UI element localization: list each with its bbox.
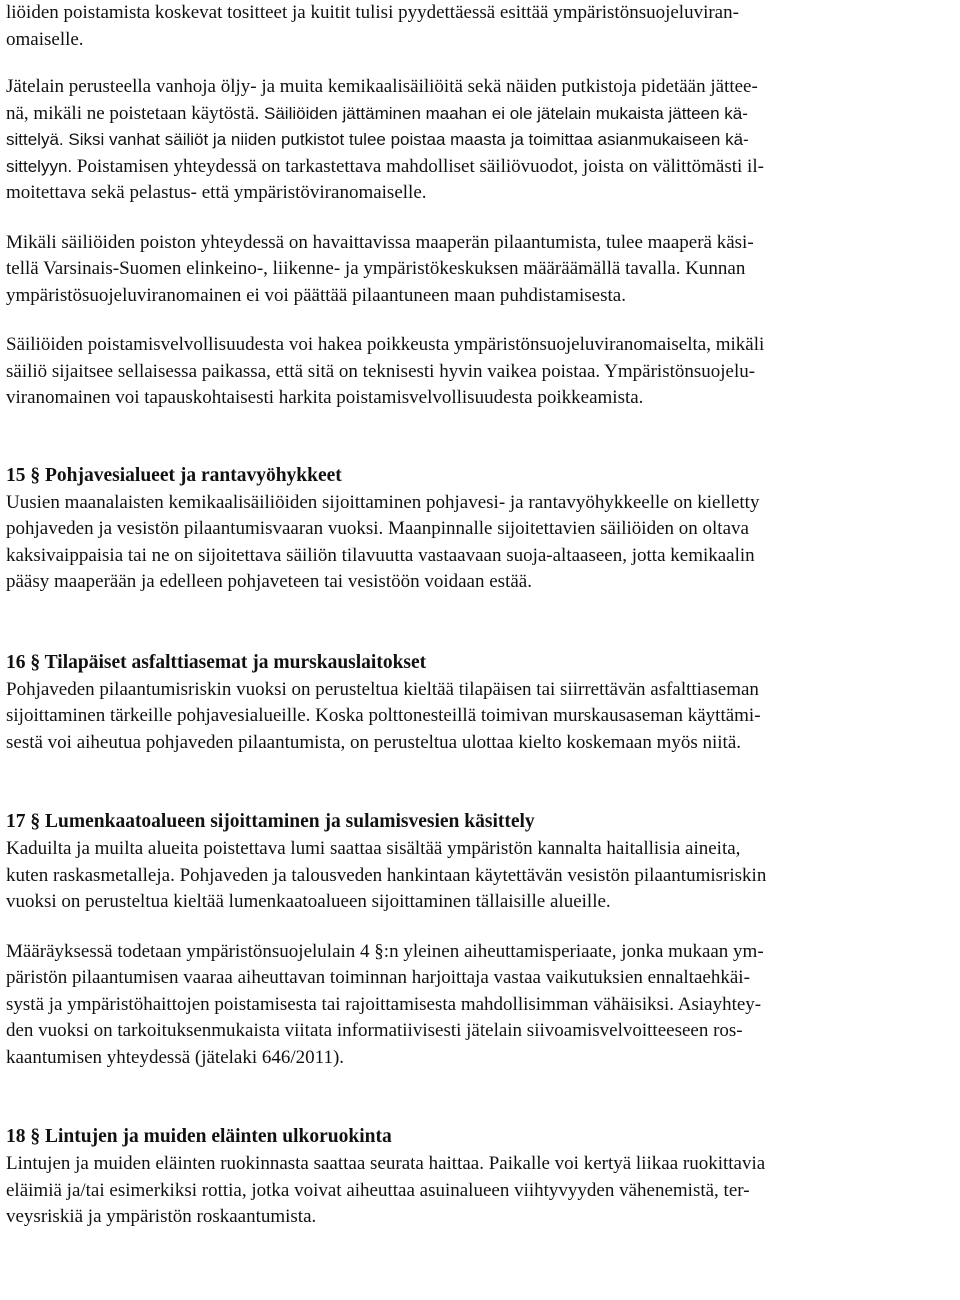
section-heading-16: 16 § Tilapäiset asfalttiasemat ja murskauslaitokset [6,651,427,673]
text-line: omaiselle. [6,28,84,50]
text-line: säiliö sijaitsee sellaisessa paikassa, että sitä on teknisesti hyvin vaikea poistaa. Ympäristönsuojelu- [6,360,756,382]
text-line: Poistamisen yhteydessä on tarkastettava mahdolliset säiliövuodot, joista on välittömästi il- [76,155,764,177]
text-line: Uusien maanalaisten kemikaalisäiliöiden sijoittaminen pohjavesi- ja rantavyöhykkeelle on kielletty [6,491,760,513]
text-line: veysriskiä ja ympäristön roskaantumista. [6,1206,317,1227]
text-line: kaantumisen yhteydessä (jätelaki 646/2011). [6,1046,345,1068]
paragraph-maaperan-pilaantuminen [6,230,956,310]
paragraph-jatelaki [6,74,956,207]
section-heading-18: 18 § Lintujen ja muiden eläinten ulkoruokinta [6,1126,392,1147]
text-line: tellä Varsinais-Suomen elinkeino-, liikenne- ja ympäristökeskuksen määräämällä tavalla. Kunnan [6,258,746,279]
paragraph-aiheuttamisperiaate [6,939,956,1072]
text-line: päristön pilaantumisen vaaraa aiheuttavan toiminnan harjoittaja vastaa vaikutuksien ennaltaehkäi- [6,967,750,988]
document-page [6,0,956,1231]
text-line: moitettava sekä pelastus- että ympäristöviranomaiselle. [6,182,427,203]
text-line: Lintujen ja muiden eläinten ruokinnasta saattaa seurata haittaa. Paikalle voi kertyä liikaa ruokittavia [6,1153,766,1174]
text-line: pääsy maaperään ja edelleen pohjaveteen tai vesistöön voidaan estää. [6,571,532,592]
paragraph-poikkeus [6,332,956,412]
text-line: Mikäli säiliöiden poiston yhteydessä on havaittavissa maaperän pilaantumista, tulee maaperä käsi- [6,231,754,253]
paragraph-section-18 [6,1151,956,1231]
text-line: sestä voi aiheutua pohjaveden pilaantumista, on perusteltua ulottaa kielto koskemaan myös niitä. [6,731,742,753]
text-line: Määräyksessä todetaan ympäristönsuojelulain 4 §:n yleinen aiheuttamisperiaate, jonka mukaan ym- [6,940,764,962]
text-line: sittelyä. Siksi vanhat säiliöt ja niiden putkistot tulee poistaa maasta ja toimittaa asianmukaiseen kä- [6,130,749,149]
paragraph-section-15 [6,490,956,596]
section-heading-17: 17 § Lumenkaatoalueen sijoittaminen ja sulamisvesien käsittely [6,811,535,832]
text-line: kaksivaippaisia tai ne on sijoitettava säiliön tilavuutta vastaavaan suoja-altaaseen, jotta kemikaalin [6,544,755,566]
text-line: Pohjaveden pilaantumisriskin vuoksi on perusteltua kieltää tilapäisen tai siirrettävän asfalttiaseman [6,678,759,700]
text-line: kuten raskasmetalleja. Pohjaveden ja talousveden hankintaan käytettävän vesistön pilaantumisriskin [6,864,767,886]
text-line: vuoksi on perusteltua kieltää lumenkaatoalueen sijoittaminen tällaisille alueille. [6,891,611,912]
text-line: liöiden poistamista koskevat tositteet ja kuitit tulisi pyydettäessä esittää ympäristönsuojeluviran- [6,2,739,23]
text-line: nä, mikäli ne poistetaan käytöstä. [6,102,265,124]
text-line: systä ja ympäristöhaittojen poistamisesta tai rajoittamisesta mahdollisimman vähäisiksi. Asiayhtey- [6,993,762,1015]
text-line: viranomainen voi tapauskohtaisesti harkita poistamisvelvollisuudesta poikkeamista. [6,387,644,408]
text-line: eläimiä ja/tai esimerkiksi rottia, jotka voivat aiheuttaa asuinalueen viihtyvyyden vähenemistä, ter- [6,1179,750,1201]
text-line: Kaduilta ja muilta alueita poistettava lumi saattaa sisältää ympäristön kannalta haitallisia aineita, [6,838,741,859]
section-heading-15: 15 § Pohjavesialueet ja rantavyöhykkeet [6,464,342,486]
paragraph-tosite [6,0,956,53]
text-line: Säiliöiden poistamisvelvollisuudesta voi hakea poikkeusta ympäristönsuojeluviranomaiselta, mikäli [6,334,765,355]
paragraph-section-17 [6,836,956,916]
text-line: pohjaveden ja vesistön pilaantumisvaaran vuoksi. Maanpinnalle sijoitettavien säiliöiden on oltava [6,518,749,539]
text-line: Jätelain perusteella vanhoja öljy- ja muita kemikaalisäiliöitä sekä näiden putkistoja pidetään jättee- [6,76,758,97]
text-line: Säiliöiden jättäminen maahan ei ole jätelain mukaista jätteen kä- [264,103,748,123]
text-line: ympäristösuojeluviranomainen ei voi päättää pilaantuneen maan puhdistamisesta. [6,284,626,306]
text-line: sijoittaminen tärkeille pohjavesialueille. Koska polttonesteillä toimivan murskausaseman käyttämi- [6,705,761,726]
text-line: sittelyyn. [6,156,77,176]
text-line: den vuoksi on tarkoituksenmukaista viitata informatiivisesti jätelain siivoamisvelvoitteeseen ros- [6,1020,743,1041]
paragraph-section-16 [6,677,956,757]
